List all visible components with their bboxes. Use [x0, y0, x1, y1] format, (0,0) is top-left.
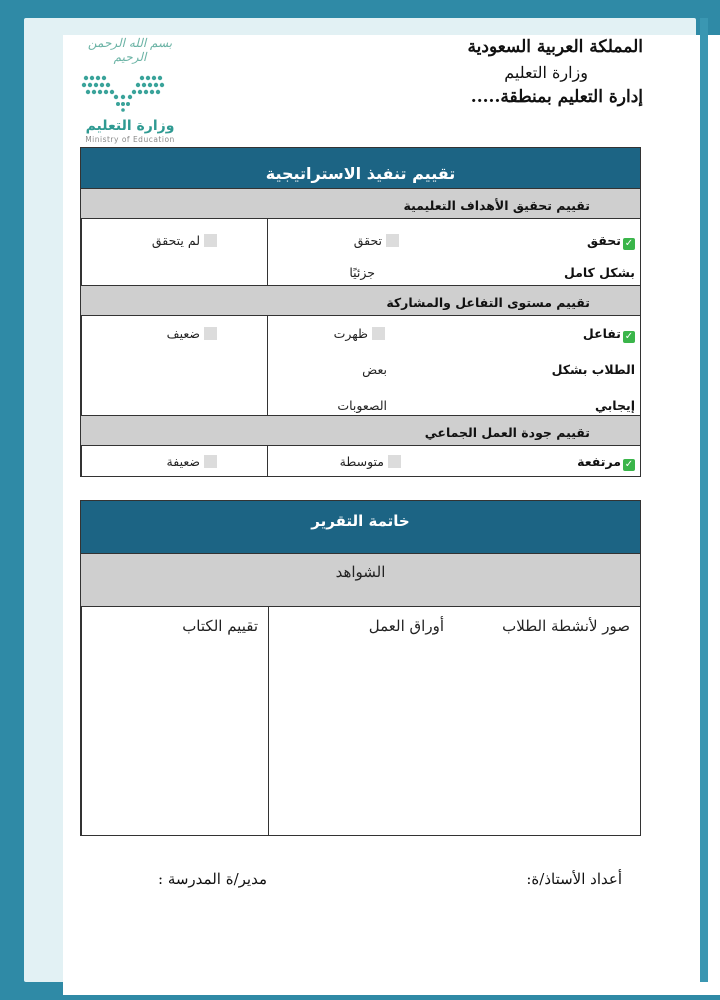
interaction-section-header: تقييم مستوى التفاعل والمشاركة: [81, 286, 640, 316]
teamwork-high-label: ✓مرتفعة: [577, 454, 634, 470]
evidence-book-evaluation[interactable]: تقييم الكتاب: [81, 607, 268, 836]
check-icon: ✓: [624, 331, 634, 342]
teamwork-option-high[interactable]: [451, 446, 640, 476]
goals-row: [81, 219, 640, 286]
goals-option-achieved[interactable]: [451, 219, 640, 285]
strategy-evaluation-table: [80, 147, 641, 477]
principal-signature-label: مدير/ة المدرسة :: [158, 870, 267, 888]
goals-partial-line1: تحقق: [354, 233, 399, 248]
check-icon: ✓: [624, 459, 634, 470]
evidence-header: الشواهد: [81, 554, 640, 607]
goals-section-header: تقييم تحقيق الأهداف التعليمية: [81, 189, 640, 219]
interaction-positive-line1: ✓تفاعل: [582, 326, 634, 342]
evidence-student-photos[interactable]: صور لأنشطة الطلاب: [502, 617, 630, 635]
teamwork-option-weak[interactable]: [81, 446, 267, 476]
teamwork-medium-label: متوسطة: [340, 454, 401, 469]
goals-partial-line2: جزئيًا: [349, 265, 375, 280]
kingdom-title: المملكة العربية السعودية: [467, 37, 643, 57]
teamwork-row: [81, 446, 640, 476]
document-header: [468, 35, 643, 110]
unchecked-box-icon: [204, 234, 217, 247]
interaction-positive-line2: الطلاب بشكل: [551, 362, 635, 377]
teamwork-option-medium[interactable]: [267, 446, 451, 476]
unchecked-box-icon: [204, 455, 217, 468]
ministry-logo: [80, 36, 180, 146]
logo-arabic-text: وزارة التعليم: [85, 118, 175, 134]
goals-not-achieved-label: لم يتحقق: [152, 233, 217, 248]
interaction-positive-line3: إيجابي: [594, 398, 635, 413]
goals-option-partial[interactable]: [267, 219, 451, 285]
evidence-columns: [81, 607, 640, 836]
report-conclusion-table: [80, 500, 641, 836]
interaction-difficulties-line3: الصعوبات: [337, 398, 387, 413]
interaction-option-difficulties[interactable]: [267, 316, 451, 415]
teamwork-section-header: تقييم جودة العمل الجماعي: [81, 416, 640, 446]
unchecked-box-icon: [372, 327, 385, 340]
goals-option-not-achieved[interactable]: [81, 219, 267, 285]
teacher-signature-label: أعداد الأستاذ/ة:: [526, 870, 622, 888]
ministry-title: وزارة التعليم: [504, 63, 588, 82]
evaluation-title: تقييم تنفيذ الاستراتيجية: [81, 148, 640, 189]
interaction-option-weak[interactable]: [81, 316, 267, 415]
unchecked-box-icon: [204, 327, 217, 340]
logo-calligraphy: بسم الله الرحمن الرحيم: [87, 36, 173, 64]
interaction-option-positive[interactable]: [451, 316, 640, 415]
logo-dots-icon: [80, 72, 166, 112]
logo-english-text: Ministry of Education: [85, 135, 175, 144]
interaction-difficulties-line2: بعض: [362, 362, 387, 377]
goals-achieved-line1: ✓تحقق: [587, 233, 634, 249]
department-title: إدارة التعليم بمنطقة.....: [470, 87, 643, 107]
frame-edge: [700, 18, 708, 982]
interaction-difficulties-line1: ظهرت: [334, 326, 385, 341]
interaction-row: [81, 316, 640, 416]
conclusion-title: خاتمة التقرير: [81, 501, 640, 554]
check-icon: ✓: [624, 238, 634, 249]
teamwork-weak-label: ضعيفة: [167, 454, 217, 469]
evidence-worksheets[interactable]: أوراق العمل: [268, 607, 454, 836]
interaction-weak-label: ضعيف: [167, 326, 217, 341]
unchecked-box-icon: [386, 234, 399, 247]
unchecked-box-icon: [388, 455, 401, 468]
goals-achieved-line2: بشكل كامل: [563, 265, 635, 280]
